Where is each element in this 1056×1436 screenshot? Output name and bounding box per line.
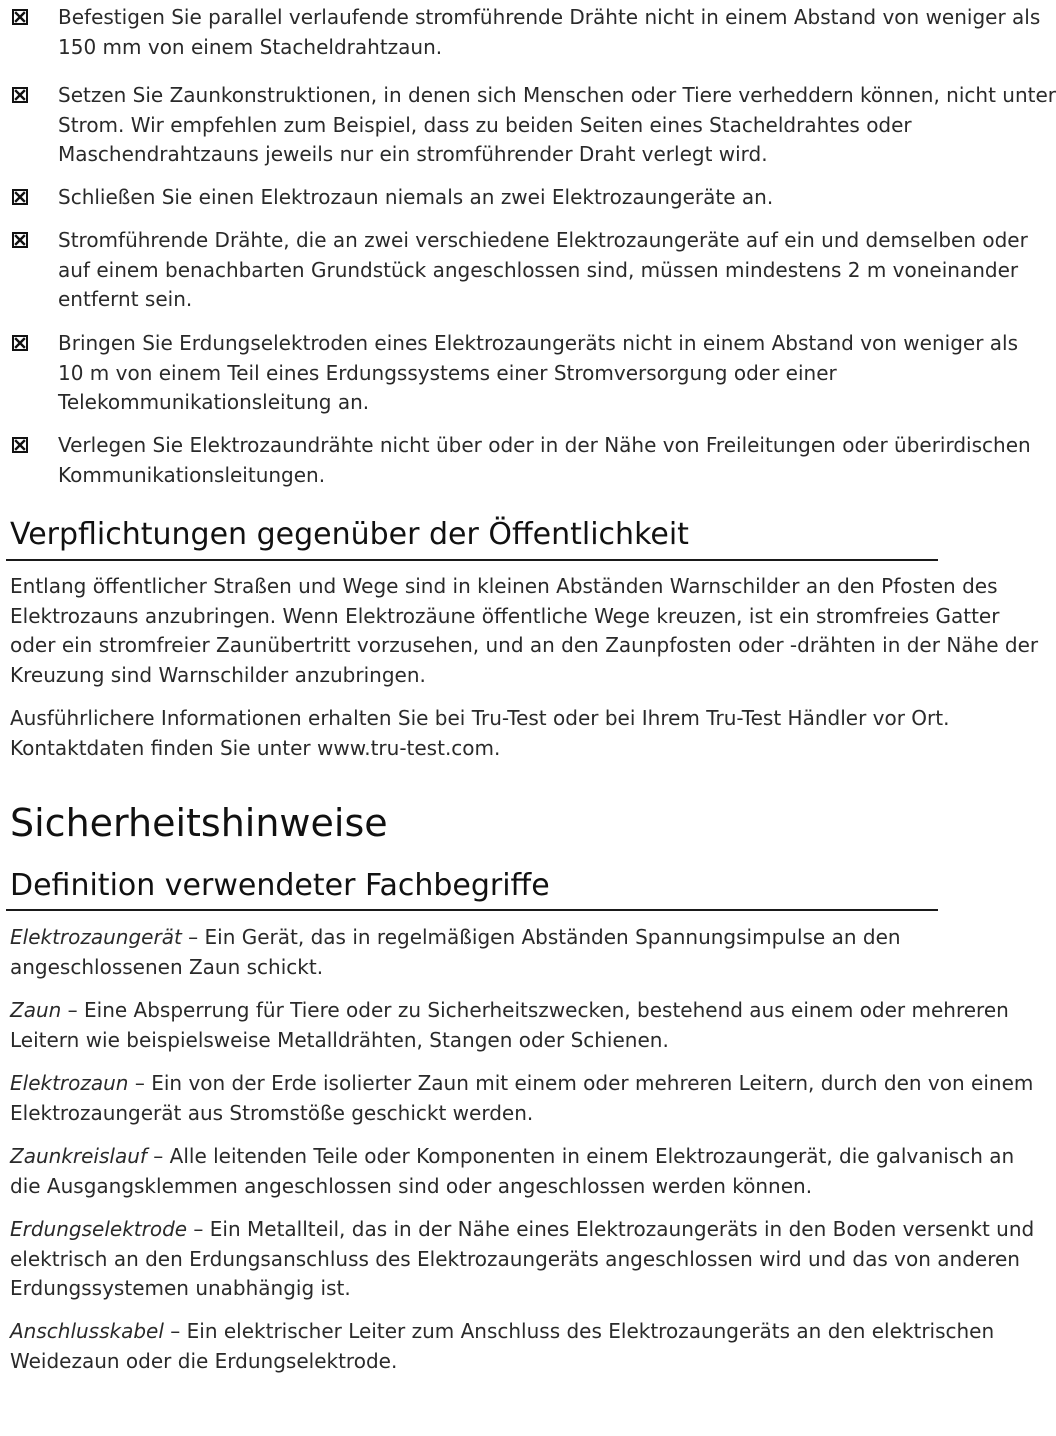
definition-item: Elektrozaungerät – Ein Gerät, das in regelmäßigen Abständen Spannungsimpulse an den angeschlossenen Zaun schickt. <box>10 925 901 979</box>
definition-term: Zaun <box>10 998 62 1022</box>
definition-term: Elektrozaun <box>10 1071 129 1095</box>
crossed-box-icon <box>12 232 28 248</box>
contact-info-paragraph: Ausführlichere Informationen erhalten Sie bei Tru-Test oder bei Ihrem Tru-Test Händler vor Ort. Kontaktdaten finden Sie unter www.tru-test.com. <box>10 706 950 760</box>
definition-term: Elektrozaungerät <box>10 925 182 949</box>
crossed-box-icon <box>12 9 28 25</box>
section-divider <box>6 559 938 561</box>
definition-item: Erdungselektrode – Ein Metallteil, das in der Nähe eines Elektrozaungeräts in den Boden versenkt und elektrisch an den Erdungsanschluss des Elektrozaungeräts angeschlossen wird und das von anderen Erdungssystemen unabhängig ist. <box>10 1217 1035 1300</box>
public-obligations-heading: Verpflichtungen gegenüber der Öffentlichkeit <box>10 517 689 552</box>
definition-item: Anschlusskabel – Ein elektrischer Leiter zum Anschluss des Elektrozaungeräts an den elektrischen Weidezaun oder die Erdungselektrode. <box>10 1319 995 1373</box>
definition-term: Erdungselektrode <box>10 1217 188 1241</box>
definition-text: – Ein elektrischer Leiter zum Anschluss des Elektrozaungeräts an den elektrischen <box>163 1319 995 1343</box>
definition-item: Elektrozaun – Ein von der Erde isolierter Zaun mit einem oder mehreren Leitern, durch den von einem Elektrozaungerät aus Stromstöße geschickt werden. <box>10 1071 1034 1125</box>
definition-item: Zaun – Eine Absperrung für Tiere oder zu Sicherheitszwecken, bestehend aus einem oder mehreren Leitern wie beispielsweise Metalldrähten, Stangen oder Schienen. <box>10 998 1009 1052</box>
warning-text: Setzen Sie Zaunkonstruktionen, in denen sich Menschen oder Tiere verheddern können, nicht unter Strom. Wir empfehlen zum Beispiel, dass zu beiden Seiten eines Stacheldrahtes oder Maschendrahtzauns jeweils nur ein stromführender Draht verlegt wird. <box>58 83 1056 166</box>
warning-text: Befestigen Sie parallel verlaufende stromführende Drähte nicht in einem Abstand von weniger als 150 mm von einem Stacheldrahtzaun. <box>58 5 1041 59</box>
warning-text: Bringen Sie Erdungselektroden eines Elektrozaungeräts nicht in einem Abstand von weniger als 10 m von einem Teil eines Erdungssystems einer Stromversorgung oder einer Telekommunikationsleitung an. <box>58 331 1019 414</box>
definition-text: – Alle leitenden Teile oder Komponenten in einem Elektrozaungerät, die galvanisch an <box>146 1144 1015 1168</box>
warning-text: Schließen Sie einen Elektrozaun niemals an zwei Elektrozaungeräte an. <box>58 185 774 209</box>
public-obligations-paragraph: Entlang öffentlicher Straßen und Wege sind in kleinen Abständen Warnschilder an den Pfosten des Elektrozauns anzubringen. Wenn Elektrozäune öffentliche Wege kreuzen, ist ein stromfreies Gatter oder ein stromfreier Zaunübertritt vorzusehen, und an den Zaunpfosten oder -drähten in der Nähe der Kreuzung sind Warnschilder anzubringen. <box>10 574 1039 687</box>
crossed-box-icon <box>12 189 28 205</box>
definition-text: – Ein Metallteil, das in der Nähe eines Elektrozaungeräts in den Boden versenkt und <box>187 1217 1035 1241</box>
section-divider <box>6 909 938 911</box>
definition-term: Zaunkreislauf <box>10 1144 147 1168</box>
definition-item: Zaunkreislauf – Alle leitenden Teile oder Komponenten in einem Elektrozaungerät, die galvanisch an die Ausgangsklemmen angeschlossen sind oder angeschlossen werden können. <box>10 1144 1015 1198</box>
crossed-box-icon <box>12 335 28 351</box>
warning-text: Stromführende Drähte, die an zwei verschiedene Elektrozaungeräte auf ein und demselben oder auf einem benachbarten Grundstück angeschlossen sind, müssen mindestens 2 m voneinander entfernt sein. <box>58 228 1028 311</box>
crossed-box-icon <box>12 437 28 453</box>
warning-text: Verlegen Sie Elektrozaundrähte nicht über oder in der Nähe von Freileitungen oder überirdischen Kommunikationsleitungen. <box>58 433 1031 487</box>
definition-text: – Ein Gerät, das in regelmäßigen Abständen Spannungsimpulse an den <box>181 925 901 949</box>
crossed-box-icon <box>12 87 28 103</box>
safety-heading: Sicherheitshinweise <box>10 801 388 845</box>
definitions-heading: Definition verwendeter Fachbegriffe <box>10 868 550 903</box>
definition-term: Anschlusskabel <box>10 1319 164 1343</box>
definition-text: – Eine Absperrung für Tiere oder zu Sicherheitszwecken, bestehend aus einem oder mehreren <box>61 998 1009 1022</box>
definition-text: – Ein von der Erde isolierter Zaun mit einem oder mehreren Leitern, durch den von einem <box>128 1071 1034 1095</box>
